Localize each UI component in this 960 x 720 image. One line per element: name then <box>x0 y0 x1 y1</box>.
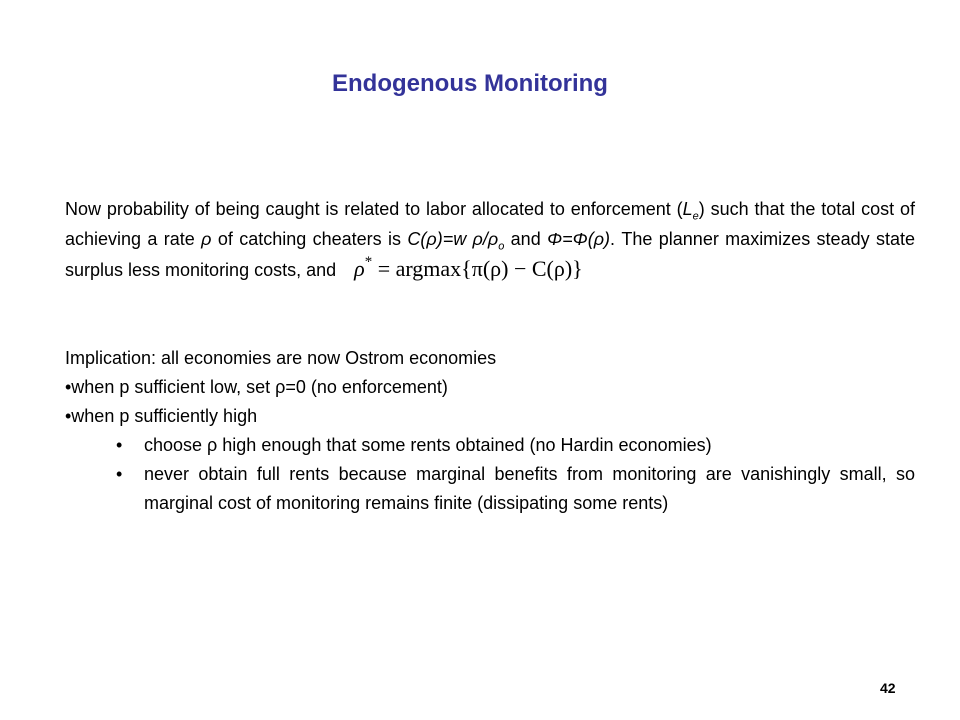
bullet-high-p: •when p sufficiently high <box>65 406 258 426</box>
sub-bullet-item: • choose ρ high enough that some rents obtained (no Hardin economies) <box>65 431 915 460</box>
phi-function: Φ=Φ(ρ) <box>547 229 611 249</box>
cost-function: C(ρ)=w $\rho/\rho_o$ <box>407 229 505 253</box>
bullet-marker: • <box>116 435 123 455</box>
implication-text: Implication: all economies are now Ostrom economies <box>65 348 497 368</box>
slide-title: Endogenous Monitoring <box>332 70 608 97</box>
labor-enforcement-symbol: $L_e$ <box>682 199 699 223</box>
paragraph-text-4: and <box>504 229 548 249</box>
bullet-low-p: •when p sufficient low, set ρ=0 (no enforcement) <box>65 377 448 397</box>
sub-bullet-list <box>65 431 915 518</box>
paragraph-text-3: of catching cheaters is <box>211 229 408 249</box>
paragraph-text-1: Now probability of being caught is related to labor allocated to enforcement ( <box>65 199 683 219</box>
paragraph-text-2: ) such that the total cost of achieving a rate <box>65 199 915 249</box>
implication-block <box>65 344 915 518</box>
paragraph-text-5: . The planner maximizes steady state surplus less monitoring costs, and <box>65 229 915 280</box>
body-paragraph <box>65 194 915 285</box>
rho-symbol: ρ <box>201 229 212 249</box>
argmax-formula: ρ* = argmax{π(ρ) − C(ρ)} <box>354 254 583 281</box>
sub-bullet-item: • never obtain full rents because marginal benefits from monitoring are vanishingly small, so marginal cost of monitoring remains finite (dissipating some rents) <box>65 460 915 518</box>
bullet-marker: • <box>116 464 123 484</box>
page-number: 42 <box>880 680 896 696</box>
